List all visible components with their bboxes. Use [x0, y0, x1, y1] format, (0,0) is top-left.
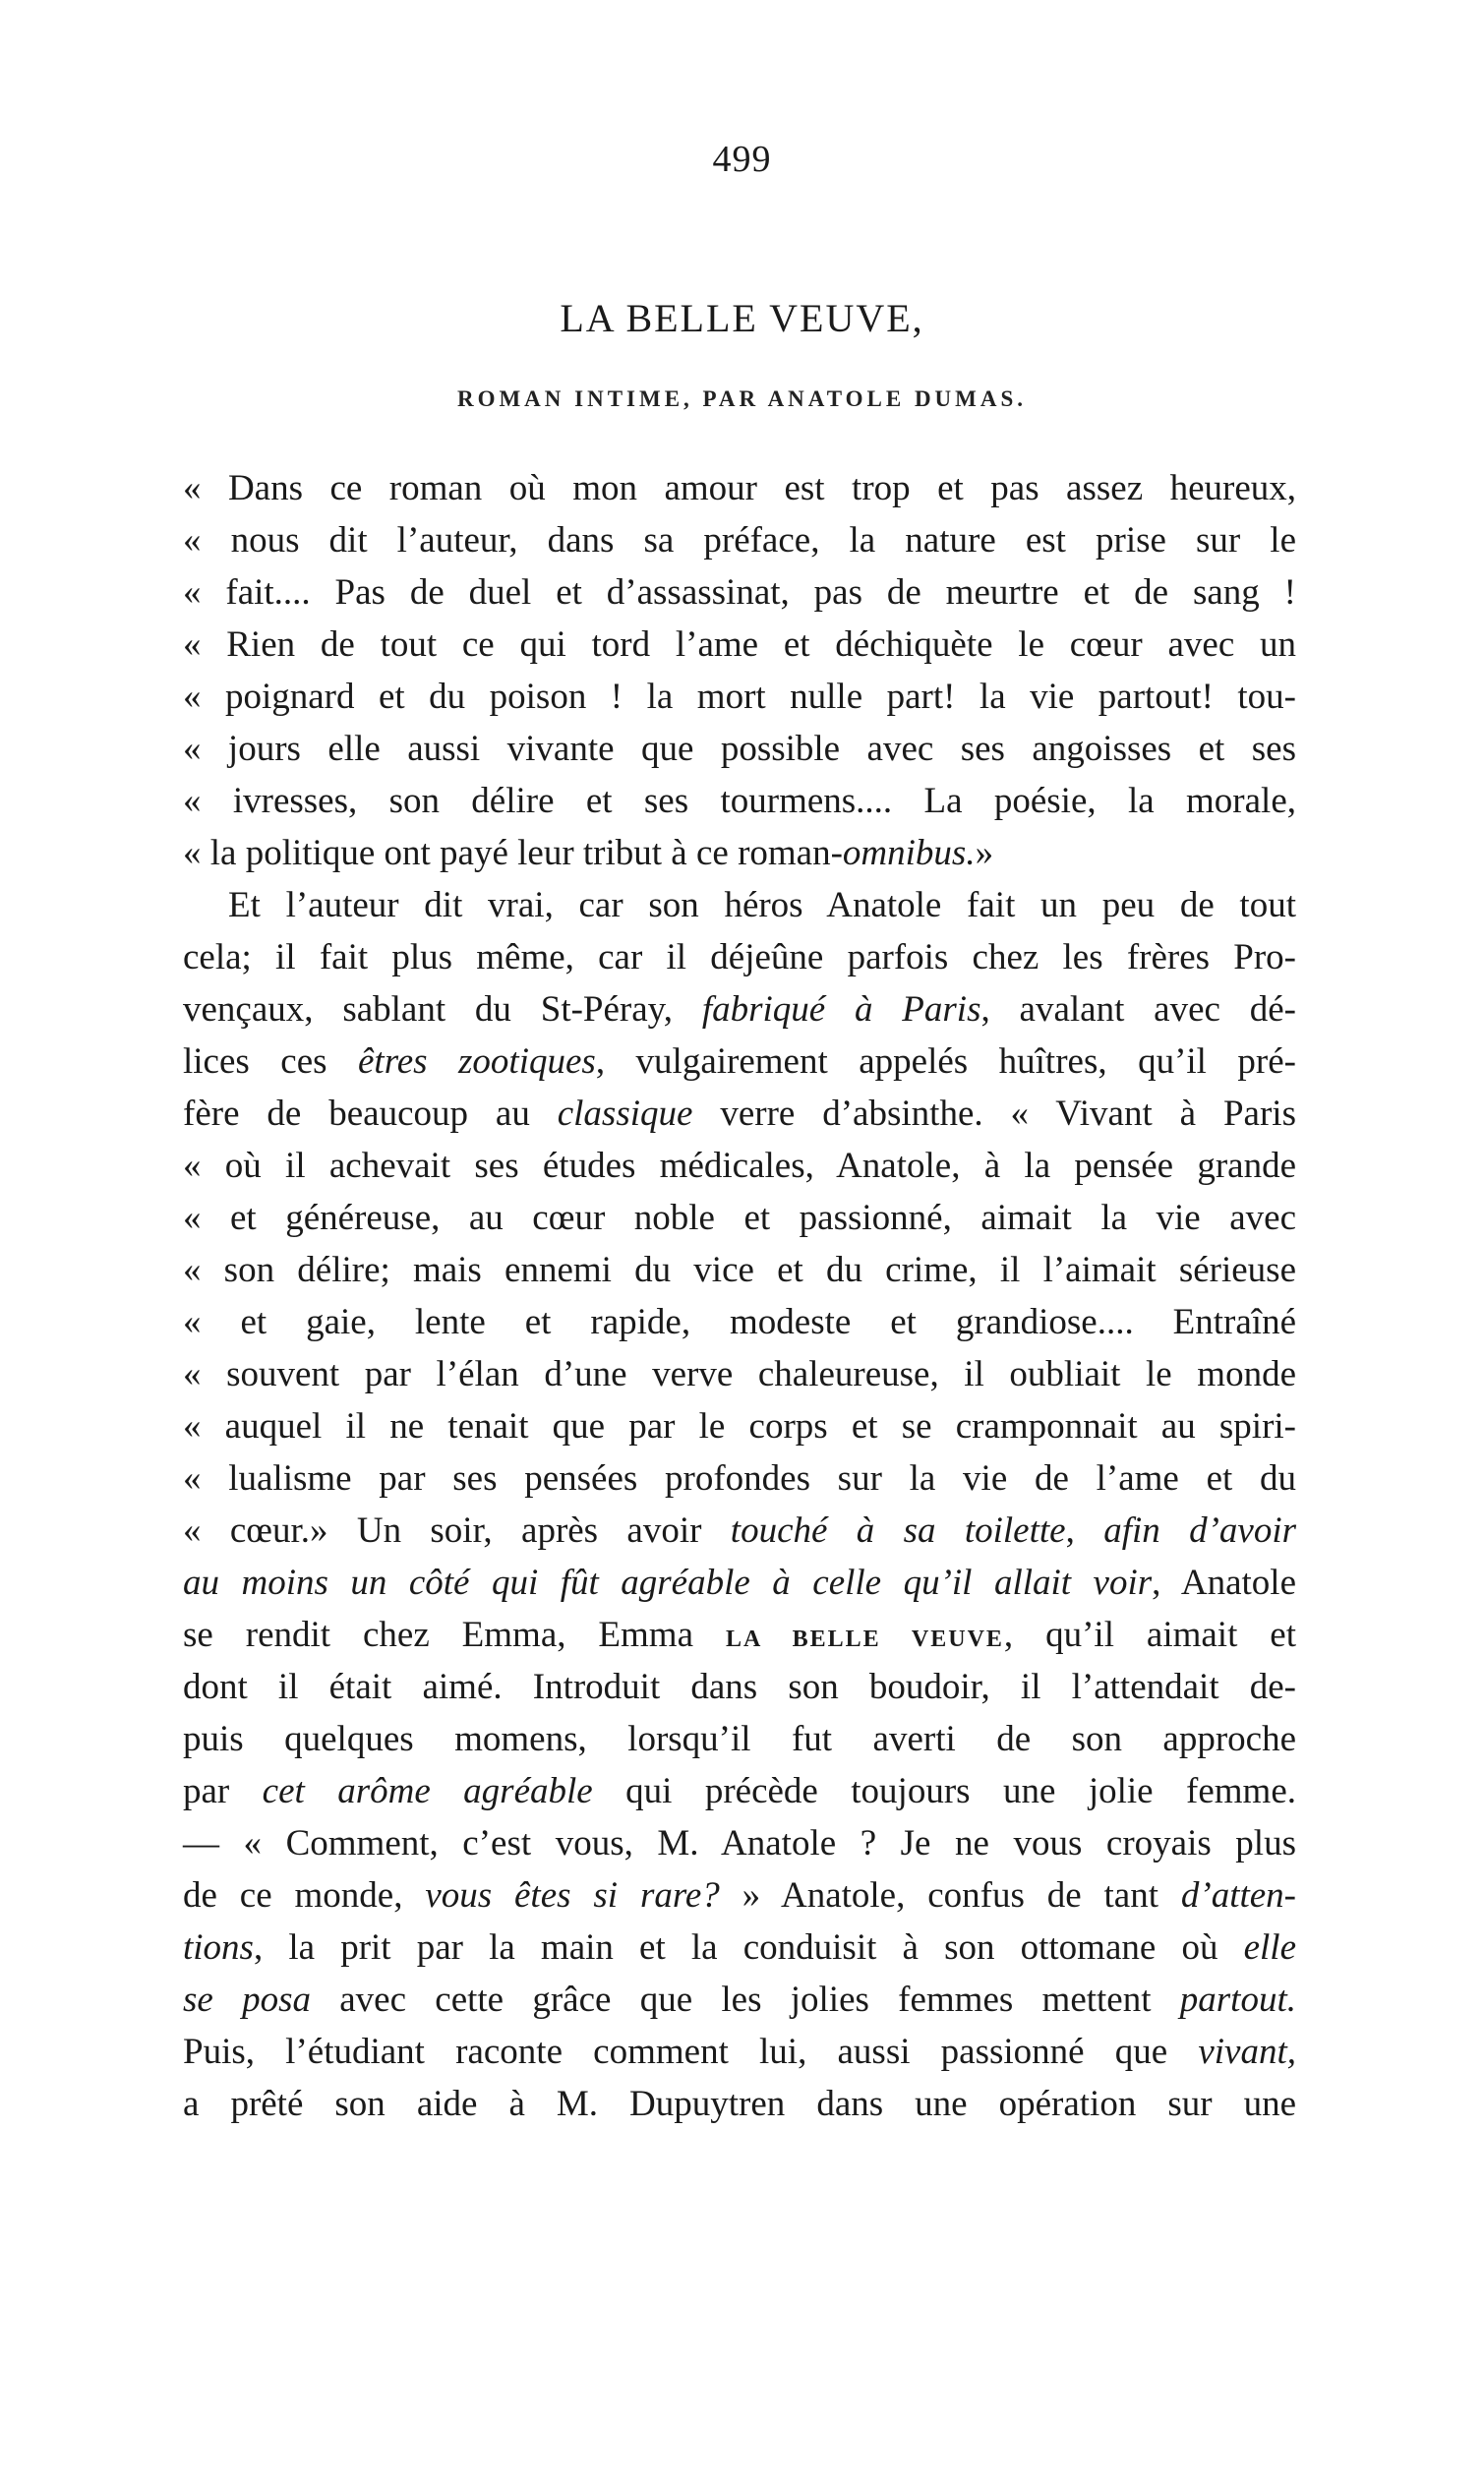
text-line: par cet arôme agréable qui précède toujours une jolie femme.	[183, 1771, 1296, 1811]
text-line: « et généreuse, au cœur noble et passionné, aimait la vie avec	[183, 1198, 1296, 1238]
text-line: « et gaie, lente et rapide, modeste et grandiose.... Entraîné	[183, 1302, 1296, 1342]
text-line: Et l’auteur dit vrai, car son héros Anatole fait un peu de tout	[228, 885, 1296, 925]
text-line: vençaux, sablant du St-Péray, fabriqué à Paris, avalant avec dé-	[183, 989, 1296, 1030]
text-line: lices ces êtres zootiques, vulgairement appelés huîtres, qu’il pré-	[183, 1041, 1296, 1082]
text-line: « poignard et du poison ! la mort nulle part! la vie partout! tou-	[183, 677, 1296, 717]
text-line: de ce monde, vous êtes si rare? » Anatole, confus de tant d’atten-	[183, 1875, 1296, 1916]
text-line: « nous dit l’auteur, dans sa préface, la nature est prise sur le	[183, 520, 1296, 561]
text-line: « Rien de tout ce qui tord l’ame et déchiquète le cœur avec un	[183, 624, 1296, 665]
text-line: — « Comment, c’est vous, M. Anatole ? Je ne vous croyais plus	[183, 1823, 1296, 1864]
text-line: tions, la prit par la main et la conduisit à son ottomane où elle	[183, 1927, 1296, 1968]
text-line: « ivresses, son délire et ses tourmens.... La poésie, la morale,	[183, 781, 1296, 821]
text-line: « jours elle aussi vivante que possible avec ses angoisses et ses	[183, 729, 1296, 769]
text-line: puis quelques momens, lorsqu’il fut averti de son approche	[183, 1719, 1296, 1759]
text-line: se rendit chez Emma, Emma LA BELLE VEUVE, qu’il aimait et	[183, 1615, 1296, 1655]
text-line: au moins un côté qui fût agréable à celle qu’il allait voir, Anatole	[183, 1563, 1296, 1603]
text-line: « auquel il ne tenait que par le corps et se cramponnait au spiri-	[183, 1406, 1296, 1447]
text-line: « fait.... Pas de duel et d’assassinat, pas de meurtre et de sang !	[183, 572, 1296, 613]
text-line: a prêté son aide à M. Dupuytren dans une opération sur une	[183, 2084, 1296, 2124]
text-line: dont il était aimé. Introduit dans son boudoir, il l’attendait de-	[183, 1667, 1296, 1707]
body-text	[183, 462, 1296, 2130]
text-line: « Dans ce roman où mon amour est trop et pas assez heureux,	[183, 468, 1296, 508]
chapter-subtitle: ROMAN INTIME, PAR ANATOLE DUMAS.	[456, 386, 1028, 411]
page-number: 499	[712, 139, 772, 180]
text-line: « où il achevait ses études médicales, Anatole, à la pensée grande	[183, 1146, 1296, 1186]
text-line: « la politique ont payé leur tribut à ce roman-omnibus.»	[183, 833, 994, 873]
text-line: cela; il fait plus même, car il déjeûne parfois chez les frères Pro-	[183, 937, 1296, 977]
text-line: fère de beaucoup au classique verre d’absinthe. « Vivant à Paris	[183, 1094, 1296, 1134]
text-line: se posa avec cette grâce que les jolies femmes mettent partout.	[183, 1980, 1296, 2020]
text-line: « cœur.» Un soir, après avoir touché à sa toilette, afin d’avoir	[183, 1510, 1297, 1551]
text-line: « son délire; mais ennemi du vice et du crime, il l’aimait sérieuse	[183, 1250, 1296, 1290]
text-line: Puis, l’étudiant raconte comment lui, aussi passionné que vivant,	[183, 2032, 1296, 2072]
text-line: « souvent par l’élan d’une verve chaleureuse, il oubliait le monde	[183, 1354, 1296, 1394]
chapter-title: LA BELLE VEUVE,	[560, 296, 924, 340]
text-line: « lualisme par ses pensées profondes sur la vie de l’ame et du	[183, 1458, 1296, 1499]
